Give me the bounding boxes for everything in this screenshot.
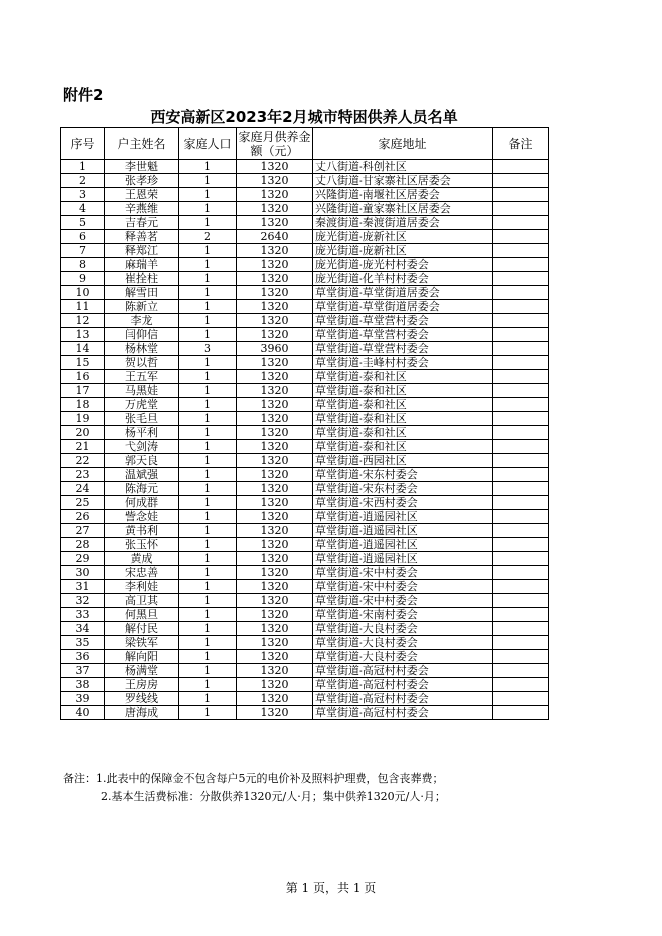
cell-address: 庞光街道-庞新社区 — [313, 244, 493, 258]
cell-monthly-amount: 1320 — [237, 706, 313, 720]
cell-remark — [493, 342, 549, 356]
table-row — [61, 370, 549, 384]
cell-family-size: 1 — [179, 258, 237, 272]
cell-remark — [493, 678, 549, 692]
cell-family-size: 1 — [179, 412, 237, 426]
cell-monthly-amount: 1320 — [237, 692, 313, 706]
cell-seq: 13 — [61, 328, 105, 342]
cell-seq: 22 — [61, 454, 105, 468]
cell-remark — [493, 622, 549, 636]
cell-name: 闫仰信 — [105, 328, 179, 342]
table-row — [61, 692, 549, 706]
cell-family-size: 1 — [179, 468, 237, 482]
table-row — [61, 594, 549, 608]
cell-family-size: 1 — [179, 440, 237, 454]
cell-monthly-amount: 1320 — [237, 160, 313, 174]
cell-seq: 25 — [61, 496, 105, 510]
cell-remark — [493, 412, 549, 426]
attachment-label: 附件2 — [63, 86, 104, 104]
cell-name: 解向阳 — [105, 650, 179, 664]
cell-remark — [493, 468, 549, 482]
cell-seq: 38 — [61, 678, 105, 692]
cell-monthly-amount: 1320 — [237, 496, 313, 510]
table-row — [61, 440, 549, 454]
cell-remark — [493, 244, 549, 258]
cell-name: 郭天良 — [105, 454, 179, 468]
cell-remark — [493, 272, 549, 286]
cell-name: 宋忠善 — [105, 566, 179, 580]
cell-family-size: 1 — [179, 608, 237, 622]
cell-monthly-amount: 1320 — [237, 412, 313, 426]
table-row — [61, 230, 549, 244]
cell-remark — [493, 496, 549, 510]
cell-seq: 6 — [61, 230, 105, 244]
cell-monthly-amount: 1320 — [237, 622, 313, 636]
cell-monthly-amount: 1320 — [237, 356, 313, 370]
table-row — [61, 398, 549, 412]
cell-seq: 17 — [61, 384, 105, 398]
cell-monthly-amount: 1320 — [237, 398, 313, 412]
cell-seq: 24 — [61, 482, 105, 496]
cell-family-size: 1 — [179, 538, 237, 552]
cell-family-size: 1 — [179, 174, 237, 188]
cell-monthly-amount: 1320 — [237, 258, 313, 272]
cell-remark — [493, 384, 549, 398]
cell-family-size: 1 — [179, 636, 237, 650]
cell-remark — [493, 580, 549, 594]
cell-seq: 37 — [61, 664, 105, 678]
cell-remark — [493, 216, 549, 230]
document-title: 西安高新区2023年2月城市特困供养人员名单 — [150, 108, 458, 126]
cell-seq: 36 — [61, 650, 105, 664]
cell-remark — [493, 174, 549, 188]
cell-name: 杨满堂 — [105, 664, 179, 678]
cell-address: 草堂街道-泰和社区 — [313, 426, 493, 440]
cell-name: 杨林堂 — [105, 342, 179, 356]
cell-address: 草堂街道-宋东村委会 — [313, 482, 493, 496]
cell-address: 丈八街道-甘家寨社区居委会 — [313, 174, 493, 188]
cell-seq: 33 — [61, 608, 105, 622]
table-row — [61, 482, 549, 496]
table-row — [61, 706, 549, 720]
page-footer: 第 1 页，共 1 页 — [285, 881, 377, 895]
cell-address: 草堂街道-逍遥园社区 — [313, 538, 493, 552]
cell-address: 丈八街道-科创社区 — [313, 160, 493, 174]
cell-address: 草堂街道-宋中村委会 — [313, 580, 493, 594]
cell-address: 兴隆街道-童家寨社区居委会 — [313, 202, 493, 216]
table-row — [61, 650, 549, 664]
cell-name: 唐海成 — [105, 706, 179, 720]
cell-name: 王恩荣 — [105, 188, 179, 202]
cell-seq: 8 — [61, 258, 105, 272]
cell-monthly-amount: 1320 — [237, 286, 313, 300]
cell-seq: 18 — [61, 398, 105, 412]
cell-family-size: 1 — [179, 356, 237, 370]
table-row — [61, 174, 549, 188]
cell-name: 张孝珍 — [105, 174, 179, 188]
cell-family-size: 3 — [179, 342, 237, 356]
cell-monthly-amount: 1320 — [237, 510, 313, 524]
table-row — [61, 426, 549, 440]
header-seq: 序号 — [61, 128, 105, 160]
cell-family-size: 1 — [179, 384, 237, 398]
cell-family-size: 1 — [179, 650, 237, 664]
header-address: 家庭地址 — [313, 128, 493, 160]
cell-family-size: 1 — [179, 328, 237, 342]
cell-seq: 23 — [61, 468, 105, 482]
cell-family-size: 1 — [179, 454, 237, 468]
cell-family-size: 1 — [179, 426, 237, 440]
cell-remark — [493, 398, 549, 412]
table-row — [61, 272, 549, 286]
cell-remark — [493, 650, 549, 664]
cell-seq: 2 — [61, 174, 105, 188]
cell-seq: 14 — [61, 342, 105, 356]
cell-remark — [493, 440, 549, 454]
table-row — [61, 678, 549, 692]
cell-address: 草堂街道-高冠村村委会 — [313, 706, 493, 720]
cell-remark — [493, 230, 549, 244]
cell-address: 兴隆街道-南堰社区居委会 — [313, 188, 493, 202]
cell-address: 草堂街道-宋南村委会 — [313, 608, 493, 622]
cell-remark — [493, 188, 549, 202]
cell-remark — [493, 202, 549, 216]
table-row — [61, 566, 549, 580]
cell-seq: 39 — [61, 692, 105, 706]
cell-family-size: 1 — [179, 202, 237, 216]
table-row — [61, 664, 549, 678]
cell-name: 訾念娃 — [105, 510, 179, 524]
cell-address: 庞光街道-庞新社区 — [313, 230, 493, 244]
cell-monthly-amount: 3960 — [237, 342, 313, 356]
cell-seq: 12 — [61, 314, 105, 328]
cell-family-size: 1 — [179, 482, 237, 496]
cell-remark — [493, 524, 549, 538]
cell-address: 草堂街道-泰和社区 — [313, 412, 493, 426]
cell-address: 草堂街道-泰和社区 — [313, 370, 493, 384]
cell-address: 草堂街道-高冠村村委会 — [313, 678, 493, 692]
cell-address: 秦渡街道-秦渡街道居委会 — [313, 216, 493, 230]
cell-monthly-amount: 1320 — [237, 552, 313, 566]
cell-address: 草堂街道-草堂营村委会 — [313, 342, 493, 356]
cell-seq: 19 — [61, 412, 105, 426]
cell-name: 张毛旦 — [105, 412, 179, 426]
cell-monthly-amount: 1320 — [237, 314, 313, 328]
cell-remark — [493, 160, 549, 174]
table-row — [61, 538, 549, 552]
table-row — [61, 356, 549, 370]
cell-remark — [493, 356, 549, 370]
cell-monthly-amount: 1320 — [237, 216, 313, 230]
cell-monthly-amount: 1320 — [237, 636, 313, 650]
cell-seq: 32 — [61, 594, 105, 608]
cell-family-size: 1 — [179, 160, 237, 174]
cell-remark — [493, 594, 549, 608]
table-row — [61, 216, 549, 230]
cell-monthly-amount: 1320 — [237, 454, 313, 468]
table-row — [61, 468, 549, 482]
cell-address: 草堂街道-草堂营村委会 — [313, 314, 493, 328]
cell-family-size: 1 — [179, 510, 237, 524]
cell-remark — [493, 552, 549, 566]
table-row — [61, 258, 549, 272]
cell-seq: 35 — [61, 636, 105, 650]
cell-monthly-amount: 1320 — [237, 328, 313, 342]
cell-remark — [493, 608, 549, 622]
cell-remark — [493, 286, 549, 300]
cell-name: 黄书利 — [105, 524, 179, 538]
cell-address: 草堂街道-草堂街道居委会 — [313, 286, 493, 300]
cell-address: 草堂街道-宋东村委会 — [313, 468, 493, 482]
header-monthly-amount: 家庭月供养金额（元） — [238, 129, 311, 158]
table-header-row — [61, 128, 549, 160]
cell-seq: 7 — [61, 244, 105, 258]
cell-family-size: 1 — [179, 664, 237, 678]
cell-seq: 15 — [61, 356, 105, 370]
cell-monthly-amount: 1320 — [237, 272, 313, 286]
cell-family-size: 1 — [179, 594, 237, 608]
cell-monthly-amount: 1320 — [237, 580, 313, 594]
cell-monthly-amount: 1320 — [237, 188, 313, 202]
note-line-2: 2.基本生活费标准：分散供养1320元/人·月；集中供养1320元/人·月； — [101, 790, 446, 803]
cell-family-size: 1 — [179, 566, 237, 580]
table-row — [61, 580, 549, 594]
cell-seq: 20 — [61, 426, 105, 440]
cell-family-size: 1 — [179, 370, 237, 384]
table-row — [61, 412, 549, 426]
header-name: 户主姓名 — [105, 128, 179, 160]
cell-address: 草堂街道-逍遥园社区 — [313, 552, 493, 566]
table-row — [61, 510, 549, 524]
cell-name: 弋剑涛 — [105, 440, 179, 454]
cell-address: 草堂街道-圭峰村村委会 — [313, 356, 493, 370]
cell-family-size: 2 — [179, 230, 237, 244]
cell-name: 崔拴柱 — [105, 272, 179, 286]
table-row — [61, 202, 549, 216]
cell-name: 释善茗 — [105, 230, 179, 244]
table-row — [61, 524, 549, 538]
cell-seq: 11 — [61, 300, 105, 314]
cell-name: 陈海元 — [105, 482, 179, 496]
table-row — [61, 160, 549, 174]
cell-address: 草堂街道-宋西村委会 — [313, 496, 493, 510]
cell-remark — [493, 370, 549, 384]
cell-remark — [493, 300, 549, 314]
cell-remark — [493, 664, 549, 678]
cell-monthly-amount: 1320 — [237, 300, 313, 314]
cell-seq: 29 — [61, 552, 105, 566]
cell-family-size: 1 — [179, 300, 237, 314]
cell-monthly-amount: 1320 — [237, 594, 313, 608]
cell-seq: 34 — [61, 622, 105, 636]
cell-name: 杨平利 — [105, 426, 179, 440]
table-row — [61, 342, 549, 356]
cell-name: 梁铁军 — [105, 636, 179, 650]
cell-address: 草堂街道-高冠村村委会 — [313, 664, 493, 678]
cell-name: 释郑江 — [105, 244, 179, 258]
cell-remark — [493, 566, 549, 580]
cell-family-size: 1 — [179, 552, 237, 566]
table-row — [61, 244, 549, 258]
cell-address: 草堂街道-大良村委会 — [313, 636, 493, 650]
cell-monthly-amount: 1320 — [237, 202, 313, 216]
cell-monthly-amount: 1320 — [237, 426, 313, 440]
personnel-table — [60, 127, 549, 720]
cell-name: 王房房 — [105, 678, 179, 692]
cell-name: 麻瑞羊 — [105, 258, 179, 272]
cell-monthly-amount: 1320 — [237, 174, 313, 188]
cell-family-size: 1 — [179, 678, 237, 692]
cell-seq: 27 — [61, 524, 105, 538]
cell-address: 庞光街道-庞光村村委会 — [313, 258, 493, 272]
cell-name: 黄成 — [105, 552, 179, 566]
cell-monthly-amount: 2640 — [237, 230, 313, 244]
cell-name: 辛燕维 — [105, 202, 179, 216]
cell-remark — [493, 510, 549, 524]
cell-monthly-amount: 1320 — [237, 384, 313, 398]
cell-monthly-amount: 1320 — [237, 566, 313, 580]
cell-family-size: 1 — [179, 622, 237, 636]
cell-seq: 28 — [61, 538, 105, 552]
cell-family-size: 1 — [179, 692, 237, 706]
cell-remark — [493, 258, 549, 272]
cell-seq: 4 — [61, 202, 105, 216]
cell-seq: 26 — [61, 510, 105, 524]
table-row — [61, 496, 549, 510]
cell-monthly-amount: 1320 — [237, 664, 313, 678]
cell-seq: 21 — [61, 440, 105, 454]
cell-address: 草堂街道-西园社区 — [313, 454, 493, 468]
cell-address: 草堂街道-逍遥园社区 — [313, 510, 493, 524]
cell-address: 草堂街道-泰和社区 — [313, 440, 493, 454]
cell-name: 王五军 — [105, 370, 179, 384]
cell-family-size: 1 — [179, 216, 237, 230]
cell-remark — [493, 426, 549, 440]
table-row — [61, 328, 549, 342]
table-row — [61, 188, 549, 202]
cell-seq: 5 — [61, 216, 105, 230]
cell-name: 吉春元 — [105, 216, 179, 230]
cell-address: 草堂街道-逍遥园社区 — [313, 524, 493, 538]
cell-family-size: 1 — [179, 706, 237, 720]
cell-name: 温斌强 — [105, 468, 179, 482]
cell-remark — [493, 482, 549, 496]
cell-name: 马黑娃 — [105, 384, 179, 398]
cell-name: 陈新立 — [105, 300, 179, 314]
cell-monthly-amount: 1320 — [237, 370, 313, 384]
cell-remark — [493, 328, 549, 342]
cell-monthly-amount: 1320 — [237, 608, 313, 622]
cell-name: 何黑旦 — [105, 608, 179, 622]
cell-address: 草堂街道-宋中村委会 — [313, 566, 493, 580]
cell-family-size: 1 — [179, 398, 237, 412]
notes — [63, 770, 446, 806]
cell-seq: 40 — [61, 706, 105, 720]
header-remark: 备注 — [493, 128, 549, 160]
cell-family-size: 1 — [179, 580, 237, 594]
cell-name: 解雪田 — [105, 286, 179, 300]
cell-seq: 10 — [61, 286, 105, 300]
cell-seq: 1 — [61, 160, 105, 174]
cell-family-size: 1 — [179, 272, 237, 286]
cell-remark — [493, 692, 549, 706]
cell-address: 草堂街道-大良村委会 — [313, 622, 493, 636]
cell-family-size: 1 — [179, 496, 237, 510]
cell-family-size: 1 — [179, 244, 237, 258]
cell-monthly-amount: 1320 — [237, 440, 313, 454]
cell-seq: 3 — [61, 188, 105, 202]
cell-name: 高卫其 — [105, 594, 179, 608]
table-row — [61, 286, 549, 300]
cell-remark — [493, 454, 549, 468]
cell-seq: 9 — [61, 272, 105, 286]
cell-name: 贺以哲 — [105, 356, 179, 370]
cell-address: 草堂街道-草堂街道居委会 — [313, 300, 493, 314]
cell-monthly-amount: 1320 — [237, 678, 313, 692]
table-row — [61, 454, 549, 468]
cell-monthly-amount: 1320 — [237, 244, 313, 258]
table-row — [61, 552, 549, 566]
cell-monthly-amount: 1320 — [237, 524, 313, 538]
cell-name: 解付民 — [105, 622, 179, 636]
table-row — [61, 622, 549, 636]
cell-family-size: 1 — [179, 524, 237, 538]
cell-monthly-amount: 1320 — [237, 650, 313, 664]
cell-seq: 31 — [61, 580, 105, 594]
cell-remark — [493, 538, 549, 552]
table-row — [61, 608, 549, 622]
note-line-1: 备注：1.此表中的保障金不包含每户5元的电价补及照料护理费，包含丧葬费； — [63, 772, 444, 785]
cell-name: 何成群 — [105, 496, 179, 510]
cell-monthly-amount: 1320 — [237, 468, 313, 482]
cell-name: 李世魁 — [105, 160, 179, 174]
cell-monthly-amount: 1320 — [237, 482, 313, 496]
cell-remark — [493, 314, 549, 328]
cell-monthly-amount: 1320 — [237, 538, 313, 552]
cell-address: 草堂街道-草堂营村委会 — [313, 328, 493, 342]
table-row — [61, 300, 549, 314]
cell-name: 李龙 — [105, 314, 179, 328]
table-row — [61, 636, 549, 650]
cell-address: 庞光街道-化羊村村委会 — [313, 272, 493, 286]
cell-remark — [493, 706, 549, 720]
cell-address: 草堂街道-泰和社区 — [313, 398, 493, 412]
cell-family-size: 1 — [179, 286, 237, 300]
table-row — [61, 314, 549, 328]
cell-seq: 30 — [61, 566, 105, 580]
cell-remark — [493, 636, 549, 650]
cell-address: 草堂街道-大良村委会 — [313, 650, 493, 664]
cell-name: 罗线线 — [105, 692, 179, 706]
header-family-size: 家庭人口 — [179, 128, 237, 160]
table-row — [61, 384, 549, 398]
cell-family-size: 1 — [179, 188, 237, 202]
cell-family-size: 1 — [179, 314, 237, 328]
cell-name: 张玉怀 — [105, 538, 179, 552]
cell-name: 万虎堂 — [105, 398, 179, 412]
cell-address: 草堂街道-宋中村委会 — [313, 594, 493, 608]
cell-seq: 16 — [61, 370, 105, 384]
cell-address: 草堂街道-泰和社区 — [313, 384, 493, 398]
cell-name: 李利娃 — [105, 580, 179, 594]
cell-address: 草堂街道-高冠村村委会 — [313, 692, 493, 706]
